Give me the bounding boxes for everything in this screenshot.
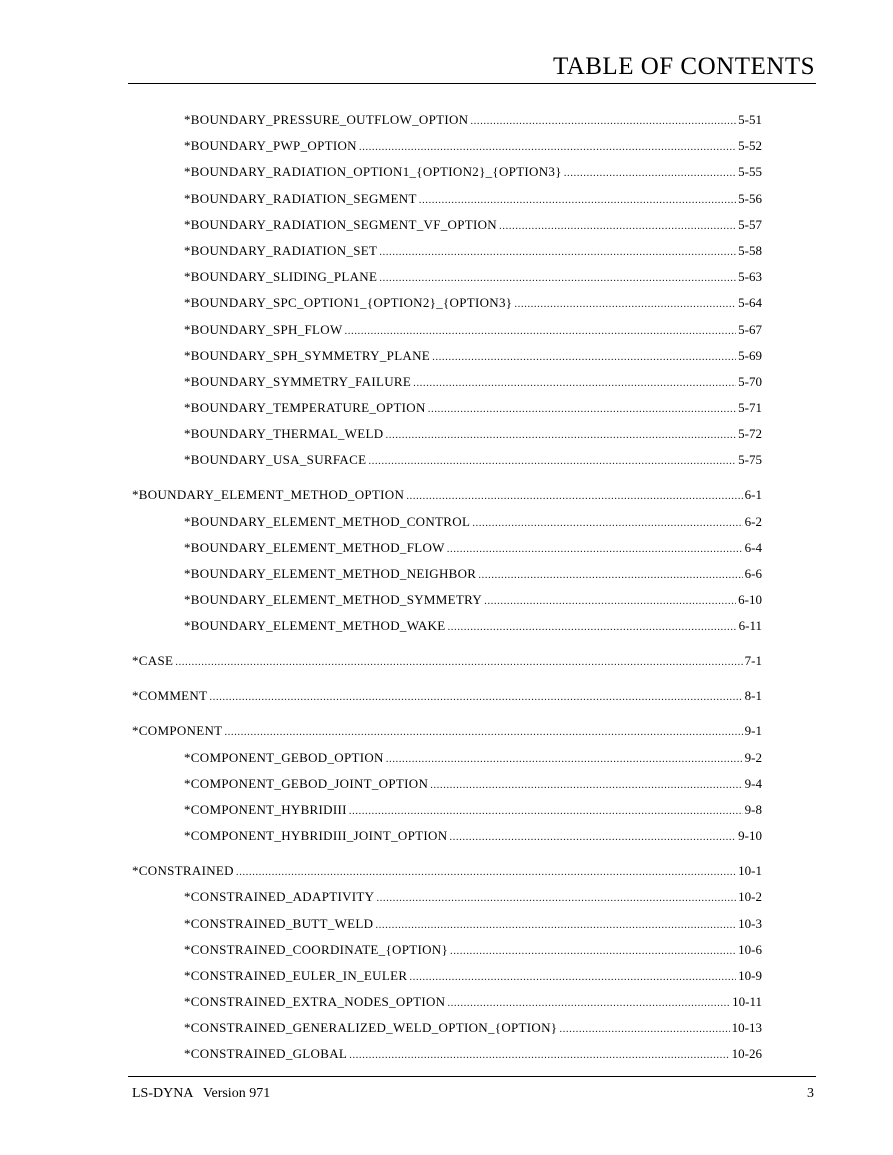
toc-entry[interactable] [132,618,762,634]
toc-entry-title: *BOUNDARY_RADIATION_SET [184,242,378,258]
toc-dot-leader [470,113,736,129]
toc-entry-page: 6-10 [738,592,762,608]
toc-dot-leader [430,777,743,793]
toc-entry-title: *COMPONENT_GEBOD_JOINT_OPTION [184,775,429,791]
toc-entry-page: 5-52 [738,138,762,154]
toc-entry-title: *BOUNDARY_THERMAL_WELD [184,426,384,442]
toc-entry-page: 5-71 [738,400,762,416]
toc-dot-leader [447,541,743,557]
toc-dot-leader [447,995,730,1011]
toc-entry[interactable] [132,723,762,739]
toc-entry[interactable] [132,487,762,503]
toc-dot-leader [564,165,736,181]
toc-entry[interactable] [132,295,762,311]
toc-dot-leader [224,724,742,740]
toc-entry-title: *COMMENT [132,688,208,704]
toc-dot-leader [413,375,736,391]
toc-entry-title: *CONSTRAINED_EXTRA_NODES_OPTION [184,994,446,1010]
toc-entry-title: *BOUNDARY_ELEMENT_METHOD_OPTION [132,487,405,503]
toc-entry-page: 9-8 [744,801,762,817]
toc-dot-leader [368,453,736,469]
toc-dot-leader [379,270,736,286]
toc-entry[interactable] [132,1020,762,1036]
footer-page-number: 3 [807,1086,814,1101]
toc-entry-page: 5-72 [738,426,762,442]
toc-entry-title: *CONSTRAINED_GENERALIZED_WELD_OPTION_{OPTION} [184,1020,558,1036]
toc-entry-title: *BOUNDARY_ELEMENT_METHOD_WAKE [184,618,446,634]
toc-entry[interactable] [132,1046,762,1062]
toc-entry-page: 9-1 [744,723,762,739]
toc-entry-title: *BOUNDARY_TEMPERATURE_OPTION [184,400,426,416]
toc-dot-leader [559,1021,729,1037]
toc-entry-page: 10-26 [731,1046,762,1062]
table-of-contents [132,112,762,1062]
toc-entry-page: 7-1 [744,653,762,669]
toc-entry[interactable] [132,828,762,844]
toc-entry-page: 10-11 [732,994,762,1010]
footer-divider [128,1076,816,1077]
toc-entry-page: 10-6 [738,941,762,957]
toc-entry[interactable] [132,374,762,390]
toc-entry-page: 6-6 [744,566,762,581]
toc-entry-page: 10-2 [738,889,762,905]
toc-dot-leader [379,244,736,260]
toc-entry-title: *BOUNDARY_RADIATION_OPTION1_{OPTION2}_{OPTION3} [184,164,562,180]
toc-entry[interactable] [132,916,762,932]
toc-entry-page: 6-11 [738,618,762,634]
toc-entry[interactable] [132,889,762,905]
toc-entry[interactable] [132,452,762,468]
toc-dot-leader [376,890,736,906]
toc-entry-title: *BOUNDARY_ELEMENT_METHOD_FLOW [184,539,445,555]
toc-entry-page: 8-1 [744,688,762,704]
toc-entry-title: *COMPONENT_HYBRIDIII_JOINT_OPTION [184,828,448,844]
toc-entry-page: 5-75 [738,452,762,468]
toc-entry-title: *CASE [132,653,174,669]
toc-dot-leader [419,192,736,208]
toc-entry-title: *CONSTRAINED_COORDINATE_{OPTION} [184,941,449,957]
page-title: TABLE OF CONTENTS [552,53,815,80]
toc-entry-page: 6-4 [744,539,762,555]
toc-dot-leader [406,488,742,504]
toc-entry[interactable] [132,566,762,582]
toc-entry-title: *CONSTRAINED_BUTT_WELD [184,915,374,931]
toc-dot-leader [428,401,736,417]
toc-dot-leader [478,567,742,583]
toc-entry-page: 5-56 [738,190,762,206]
toc-entry[interactable] [132,243,762,259]
toc-entry[interactable] [132,802,762,818]
toc-dot-leader [409,969,736,985]
toc-entry-title: *BOUNDARY_PRESSURE_OUTFLOW_OPTION [184,112,469,127]
toc-entry-title: *COMPONENT [132,723,223,739]
toc-entry[interactable] [132,164,762,180]
toc-entry-title: *BOUNDARY_ELEMENT_METHOD_CONTROL [184,513,471,529]
toc-entry-page: 9-4 [744,775,762,791]
toc-dot-leader [236,864,736,880]
toc-entry-title: *COMPONENT_HYBRIDIII [184,801,347,817]
toc-entry-title: *BOUNDARY_SLIDING_PLANE [184,269,378,285]
footer-product-version: LS-DYNA Version 971 [132,1086,271,1101]
toc-dot-leader [449,829,736,845]
toc-dot-leader [447,619,736,635]
toc-dot-leader [359,139,736,155]
toc-entry-title: *BOUNDARY_SPH_FLOW [184,321,343,337]
toc-entry[interactable] [132,863,762,879]
toc-entry-title: *CONSTRAINED_ADAPTIVITY [184,889,375,905]
toc-entry[interactable] [132,348,762,364]
toc-dot-leader [209,689,742,705]
toc-entry-title: *BOUNDARY_SPH_SYMMETRY_PLANE [184,347,431,363]
toc-dot-leader [472,515,742,531]
toc-dot-leader [450,943,736,959]
toc-entry-page: 9-10 [738,828,762,844]
toc-entry-page: 10-3 [738,915,762,931]
toc-dot-leader [499,218,736,234]
toc-dot-leader [432,349,736,365]
toc-entry[interactable] [132,653,762,669]
toc-dot-leader [375,917,736,933]
toc-entry-title: *BOUNDARY_ELEMENT_METHOD_NEIGHBOR [184,566,477,581]
toc-entry[interactable] [132,426,762,442]
toc-entry[interactable] [132,942,762,958]
toc-entry-page: 5-55 [738,164,762,180]
toc-dot-leader [386,751,743,767]
toc-entry-title: *BOUNDARY_SYMMETRY_FAILURE [184,373,412,389]
toc-entry-title: *BOUNDARY_USA_SURFACE [184,452,367,468]
toc-entry-page: 5-51 [738,112,762,127]
toc-entry[interactable] [132,269,762,285]
toc-entry-page: 10-1 [738,863,762,879]
toc-entry-page: 5-64 [738,295,762,311]
toc-entry[interactable] [132,968,762,984]
toc-entry-page: 10-13 [731,1020,762,1036]
toc-entry-title: *BOUNDARY_PWP_OPTION [184,138,357,154]
toc-entry[interactable] [132,688,762,704]
toc-entry[interactable] [132,592,762,608]
toc-entry[interactable] [132,138,762,154]
toc-entry[interactable] [132,322,762,338]
toc-entry-title: *CONSTRAINED [132,863,234,879]
toc-dot-leader [345,323,737,339]
toc-entry-page: 6-1 [744,487,762,503]
toc-dot-leader [349,1047,730,1063]
toc-entry-title: *CONSTRAINED_EULER_IN_EULER [184,967,408,983]
toc-entry[interactable] [132,776,762,792]
toc-entry-title: *COMPONENT_GEBOD_OPTION [184,749,384,765]
toc-entry[interactable] [132,750,762,766]
toc-entry-page: 5-69 [738,347,762,363]
toc-entry-title: *BOUNDARY_RADIATION_SEGMENT [184,190,417,206]
toc-dot-leader [385,427,736,443]
toc-entry-page: 6-2 [744,513,762,529]
toc-entry-page: 5-57 [738,216,762,232]
toc-dot-leader [484,593,736,609]
toc-dot-leader [175,654,742,670]
toc-entry-page: 5-67 [738,321,762,337]
toc-entry-title: *BOUNDARY_SPC_OPTION1_{OPTION2}_{OPTION3} [184,295,513,311]
toc-dot-leader [349,803,743,819]
toc-entry[interactable] [132,514,762,530]
toc-entry-page: 10-9 [738,967,762,983]
toc-entry[interactable] [132,994,762,1010]
toc-entry-title: *BOUNDARY_ELEMENT_METHOD_SYMMETRY [184,592,483,608]
toc-entry[interactable] [132,191,762,207]
toc-entry-title: *BOUNDARY_RADIATION_SEGMENT_VF_OPTION [184,216,497,232]
toc-entry-page: 5-63 [738,269,762,285]
toc-entry[interactable] [132,400,762,416]
header-divider [128,83,816,84]
toc-entry-page: 5-70 [738,373,762,389]
toc-entry[interactable] [132,217,762,233]
toc-entry-page: 5-58 [738,242,762,258]
toc-entry-page: 9-2 [744,749,762,765]
toc-entry-title: *CONSTRAINED_GLOBAL [184,1046,348,1062]
toc-dot-leader [514,296,736,312]
toc-entry[interactable] [132,540,762,556]
toc-entry[interactable] [132,112,762,128]
